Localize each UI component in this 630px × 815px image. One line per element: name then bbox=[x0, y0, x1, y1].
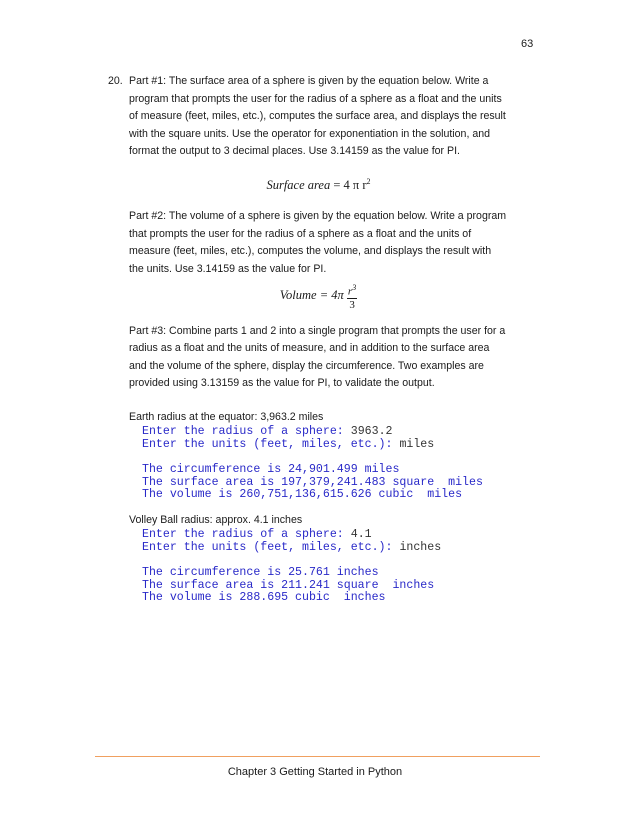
formula2-rhs: = 4π bbox=[319, 288, 344, 303]
formula1-rhs: = 4 π r bbox=[333, 177, 367, 192]
code-line: The circumference is 24,901.499 miles bbox=[142, 463, 400, 477]
code-line: Enter the radius of a sphere: 3963.2 bbox=[142, 425, 393, 439]
fraction-denominator: 3 bbox=[349, 298, 355, 311]
code-line: Enter the units (feet, miles, etc.): miles bbox=[142, 437, 435, 451]
part3-text: Part #3: Combine parts 1 and 2 into a single program that prompts the user for a radius as a float and the units of measure, and in addition to the surface area and the volume of the sphere, display the circumference. Two examples are provided using 3.13159 as the value for PI, to validate the output. bbox=[129, 324, 506, 390]
volume-fraction bbox=[347, 282, 357, 311]
formula2-lhs: Volume bbox=[279, 288, 317, 303]
footer-rule bbox=[95, 756, 540, 757]
fraction-numerator: $r^3$ bbox=[347, 283, 357, 298]
code-line: The circumference is 25.761 inches bbox=[142, 566, 379, 580]
example1-label: Earth radius at the equator: 3,963.2 miles bbox=[129, 410, 324, 423]
user-input: miles bbox=[399, 437, 435, 451]
question-20 bbox=[108, 73, 508, 605]
surface-area-formula bbox=[108, 173, 508, 195]
part2-text: Part #2: The volume of a sphere is given by the equation below. Write a program that prompts the user for the radius of a sphere as a float and the units of measure (feet, miles, etc.), computes the volume, and displays the result with the units. Use 3.14159 as the value for PI. bbox=[129, 210, 507, 275]
example2-label: Volley Ball radius: approx. 4.1 inches bbox=[129, 513, 303, 526]
part1-text: Part #1: The surface area of a sphere is given by the equation below. Write a program that prompts the user for the radius of a sphere as a float and the units of measure (feet, miles, etc.), computes the surface area, and displays the result with the square units. Use the operator for exponentiation in the solution, and format the output to 3 decimal places. Use 3.14159 as the value for PI. bbox=[129, 75, 506, 157]
example1-code bbox=[142, 426, 508, 502]
code-line: Enter the units (feet, miles, etc.): inches bbox=[142, 540, 442, 554]
numerator-exponent: 3 bbox=[352, 283, 357, 293]
formula1-exponent: 2 bbox=[366, 176, 371, 186]
code-line: The surface area is 211.241 square inches bbox=[142, 578, 435, 592]
user-input: 4.1 bbox=[350, 528, 372, 542]
volume-formula bbox=[108, 282, 508, 311]
code-line: The volume is 288.695 cubic inches bbox=[142, 591, 386, 605]
code-line: The volume is 260,751,136,615.626 cubic miles bbox=[142, 488, 463, 502]
user-input: 3963.2 bbox=[350, 425, 393, 439]
code-line: Enter the radius of a sphere: 4.1 bbox=[142, 528, 372, 542]
user-input: inches bbox=[399, 540, 442, 554]
page-number: 63 bbox=[521, 38, 534, 50]
formula1-lhs: Surface area bbox=[266, 177, 331, 192]
question-number: 20. bbox=[108, 75, 123, 87]
example2-code bbox=[142, 529, 508, 605]
code-line: The surface area is 197,379,241.483 square miles bbox=[142, 475, 483, 489]
footer-chapter-title: Chapter 3 Getting Started in Python bbox=[227, 766, 403, 778]
